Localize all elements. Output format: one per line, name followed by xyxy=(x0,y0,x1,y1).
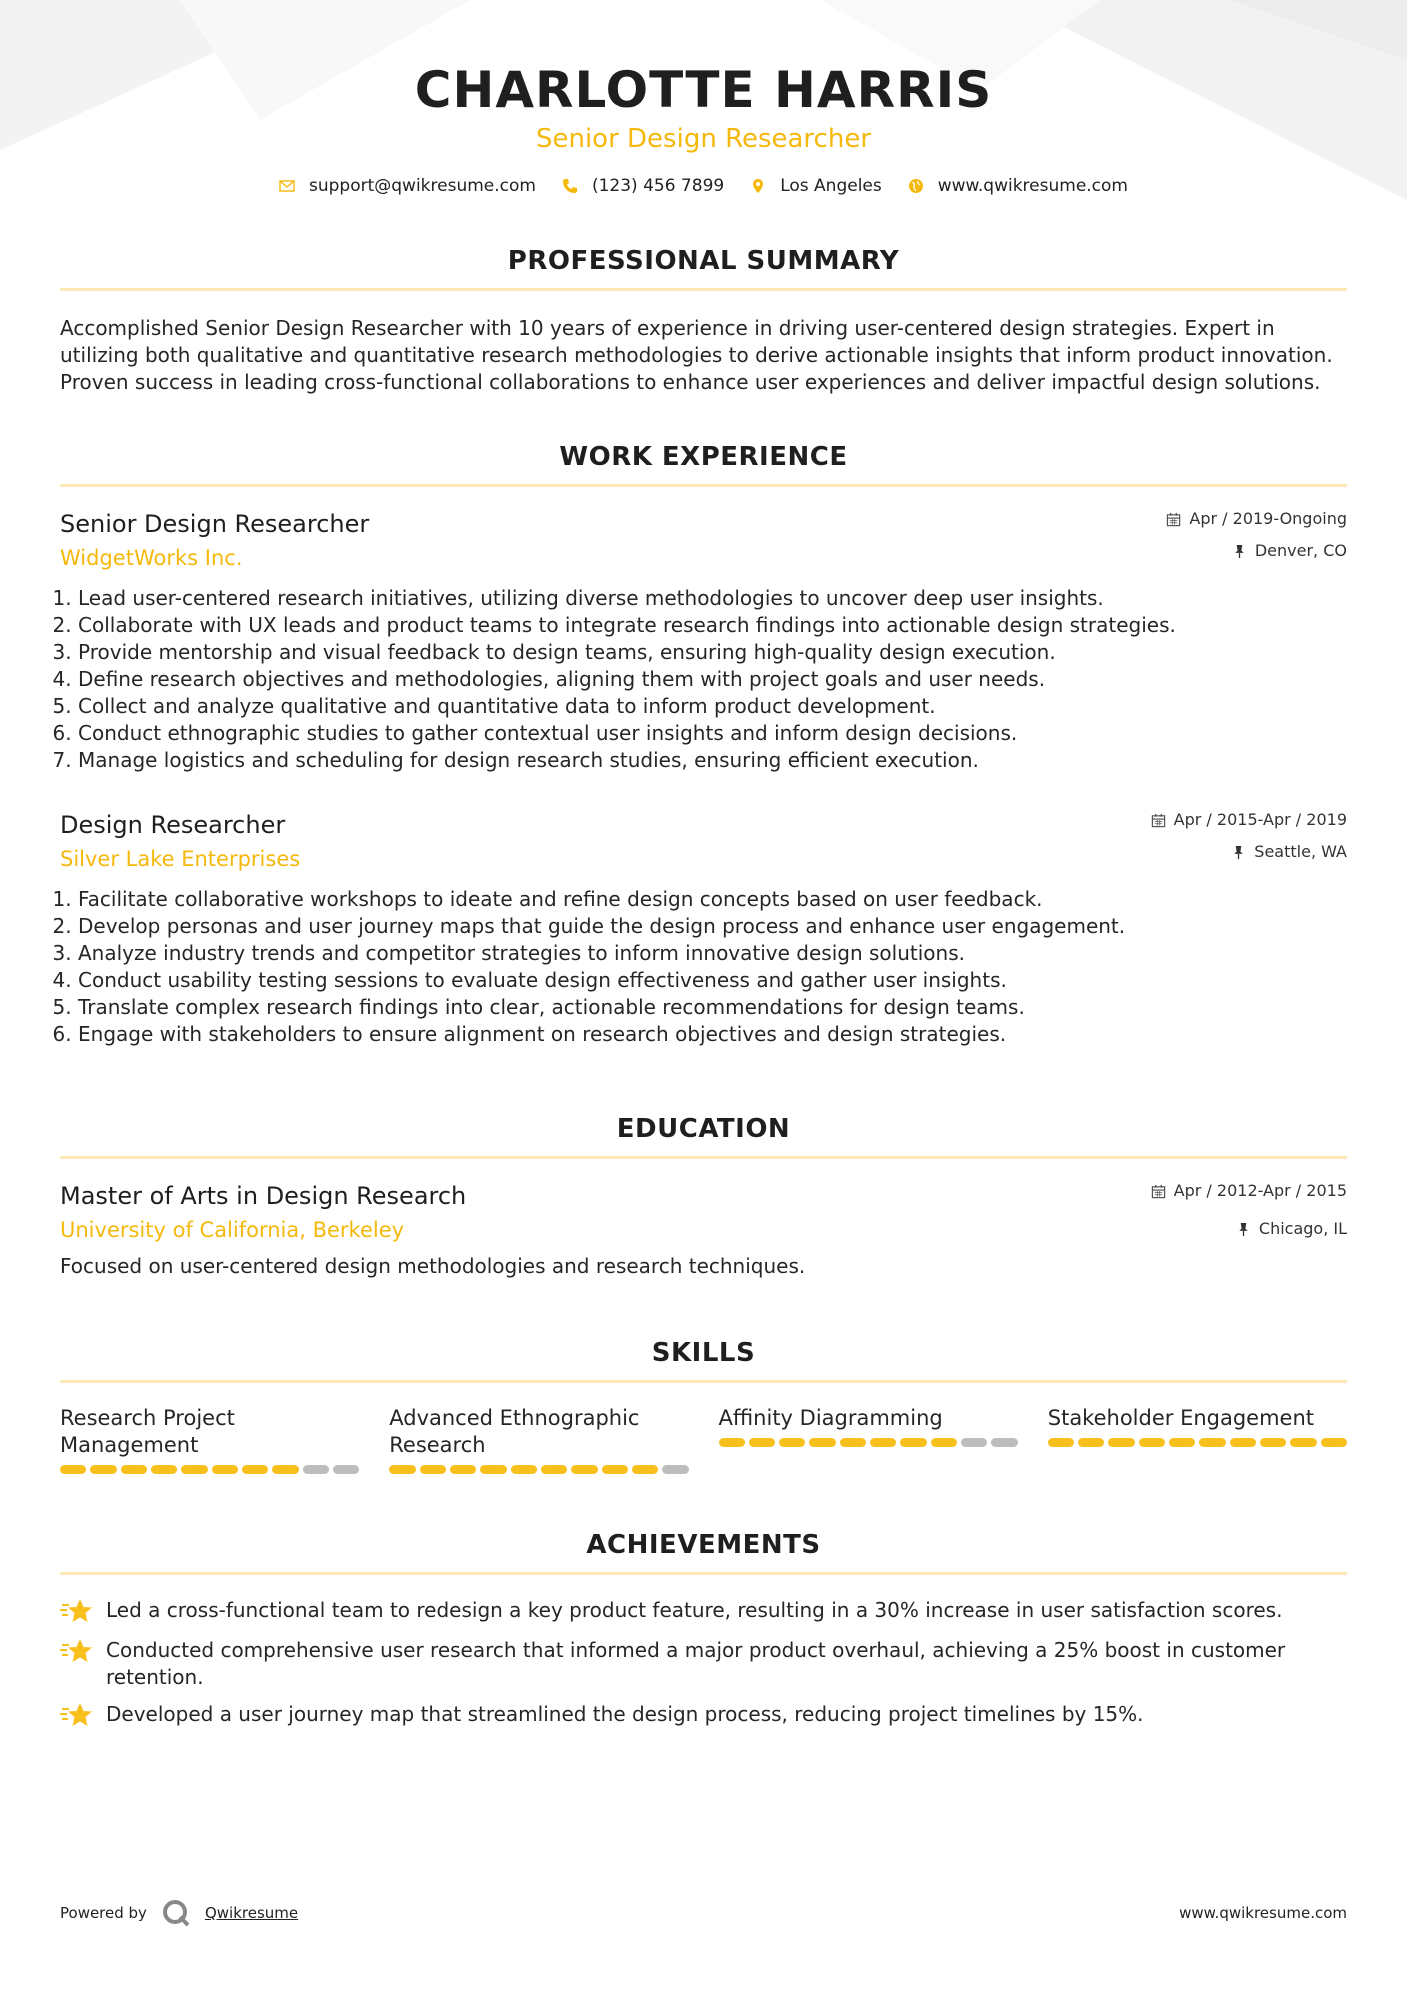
list-item xyxy=(60,1597,1347,1627)
phone-icon xyxy=(562,178,578,194)
contact-location-text: Los Angeles xyxy=(780,176,882,196)
star-icon xyxy=(60,1637,94,1667)
list-item xyxy=(60,1637,1347,1691)
skill-level-segment xyxy=(480,1465,506,1474)
job-date: Apr / 2015-Apr / 2019 xyxy=(1173,810,1347,829)
skill-level-segment xyxy=(1290,1438,1316,1447)
skill-level-segment xyxy=(1230,1438,1256,1447)
skill-name: Research Project Management xyxy=(60,1406,235,1457)
job-responsibilities xyxy=(60,585,1347,774)
contact-email-text: support@qwikresume.com xyxy=(309,176,536,196)
skill-name: Advanced Ethnographic Research xyxy=(389,1406,640,1457)
list-item: 6. Conduct ethnographic studies to gather contextual user insights and inform design decisions. xyxy=(78,720,1347,747)
experience-section xyxy=(60,442,1347,1048)
contact-website[interactable] xyxy=(908,176,1128,196)
list-item: 6. Engage with stakeholders to ensure alignment on research objectives and design strategies. xyxy=(78,1021,1347,1048)
education-date: Apr / 2012-Apr / 2015 xyxy=(1173,1181,1347,1200)
footer-website-link[interactable]: www.qwikresume.com xyxy=(1179,1904,1347,1922)
skill-level-segment xyxy=(242,1465,268,1474)
skill-level-segment xyxy=(1321,1438,1347,1447)
contact-phone-text: (123) 456 7899 xyxy=(591,176,725,196)
job-company: WidgetWorks Inc. xyxy=(60,546,243,570)
skill-level-segment xyxy=(450,1465,476,1474)
contact-location xyxy=(750,176,882,196)
job-company: Silver Lake Enterprises xyxy=(60,847,301,871)
powered-by-label: Powered by xyxy=(60,1904,147,1922)
skill-level-segment xyxy=(389,1465,415,1474)
skill-level-segment xyxy=(90,1465,116,1474)
skill-level-segment xyxy=(870,1438,896,1447)
pushpin-icon xyxy=(1236,1222,1251,1237)
education-school: University of California, Berkeley xyxy=(60,1218,405,1242)
resume-header xyxy=(60,0,1347,196)
skill-level-segment xyxy=(719,1438,745,1447)
candidate-title: Senior Design Researcher xyxy=(535,124,872,154)
job-role: Senior Design Researcher xyxy=(60,510,370,538)
list-item xyxy=(60,1701,1347,1731)
job-entry xyxy=(60,810,1347,1048)
list-item: 2. Develop personas and user journey maps that guide the design process and enhance user engagement. xyxy=(78,913,1347,940)
skill-level-segment xyxy=(602,1465,628,1474)
skill-level-segment xyxy=(181,1465,207,1474)
contact-website-text: www.qwikresume.com xyxy=(937,176,1128,196)
job-location: Denver, CO xyxy=(1254,541,1347,560)
achievement-text: Developed a user journey map that streamlined the design process, reducing project timelines by 15%. xyxy=(106,1702,1144,1726)
candidate-name: CHARLOTTE HARRIS xyxy=(414,61,993,119)
skill-level-segment xyxy=(1108,1438,1134,1447)
qwikresume-logo-icon xyxy=(161,1898,191,1928)
pushpin-icon xyxy=(1232,544,1247,559)
page-footer xyxy=(60,1898,1347,1928)
job-location: Seattle, WA xyxy=(1254,842,1347,861)
skill-level-segment xyxy=(212,1465,238,1474)
education-section xyxy=(60,1114,1347,1280)
skill-level-segment xyxy=(961,1438,987,1447)
achievement-text: Led a cross-functional team to redesign a key product feature, resulting in a 30% increase in user satisfaction scores. xyxy=(106,1598,1283,1622)
skill-level-segment xyxy=(991,1438,1017,1447)
contact-phone[interactable] xyxy=(562,176,724,196)
list-item: 3. Analyze industry trends and competitor strategies to inform innovative design solutions. xyxy=(78,940,1347,967)
star-icon xyxy=(60,1701,94,1731)
summary-heading: PROFESSIONAL SUMMARY xyxy=(60,246,1347,291)
skill-item xyxy=(60,1405,359,1474)
list-item: 5. Translate complex research findings into clear, actionable recommendations for design teams. xyxy=(78,994,1347,1021)
skill-level-segment xyxy=(1169,1438,1195,1447)
skill-level-segment xyxy=(662,1465,688,1474)
education-description: Focused on user-centered design methodologies and research techniques. xyxy=(60,1254,806,1278)
skill-level-bar xyxy=(719,1438,1018,1447)
skill-level-segment xyxy=(632,1465,658,1474)
skill-item xyxy=(719,1405,1018,1474)
skill-level-segment xyxy=(303,1465,329,1474)
skill-level-segment xyxy=(541,1465,567,1474)
skill-level-segment xyxy=(749,1438,775,1447)
qwikresume-link[interactable]: Qwikresume xyxy=(204,1904,299,1922)
skill-level-bar xyxy=(60,1465,359,1474)
contact-bar xyxy=(60,176,1347,196)
job-responsibilities xyxy=(60,886,1347,1048)
list-item: 4. Conduct usability testing sessions to evaluate design effectiveness and gather user insights. xyxy=(78,967,1347,994)
envelope-icon xyxy=(279,178,295,194)
job-date: Apr / 2019-Ongoing xyxy=(1189,509,1347,528)
star-icon xyxy=(60,1597,94,1627)
education-location: Chicago, IL xyxy=(1258,1219,1347,1238)
skill-item xyxy=(389,1405,688,1474)
list-item: 1. Facilitate collaborative workshops to ideate and refine design concepts based on user feedback. xyxy=(78,886,1347,913)
skill-level-segment xyxy=(272,1465,298,1474)
skills-section xyxy=(60,1338,1347,1474)
achievements-section xyxy=(60,1530,1347,1731)
skill-level-segment xyxy=(779,1438,805,1447)
list-item: 4. Define research objectives and methodologies, aligning them with project goals and user needs. xyxy=(78,666,1347,693)
job-entry xyxy=(60,509,1347,774)
skill-level-segment xyxy=(900,1438,926,1447)
calendar-icon xyxy=(1166,512,1181,527)
summary-section xyxy=(60,246,1347,396)
skill-level-segment xyxy=(333,1465,359,1474)
globe-icon xyxy=(908,178,924,194)
skill-item xyxy=(1048,1405,1347,1474)
education-entry xyxy=(60,1181,1347,1280)
map-pin-icon xyxy=(750,178,766,194)
skill-level-segment xyxy=(420,1465,446,1474)
list-item: 3. Provide mentorship and visual feedback to design teams, ensuring high-quality design execution. xyxy=(78,639,1347,666)
calendar-icon xyxy=(1151,813,1166,828)
skill-level-segment xyxy=(121,1465,147,1474)
skills-heading: SKILLS xyxy=(60,1338,1347,1383)
pushpin-icon xyxy=(1231,845,1246,860)
skill-level-segment xyxy=(840,1438,866,1447)
summary-text: Accomplished Senior Design Researcher with 10 years of experience in driving user-centered design strategies. Expert in utilizing both qualitative and quantitative research methodologies to derive actionable insights that inform product innovation. Proven success in leading cross-functional collaborations to enhance user experiences and deliver impactful design solutions. xyxy=(60,316,1333,394)
skill-level-segment xyxy=(809,1438,835,1447)
achievement-text: Conducted comprehensive user research that informed a major product overhaul, achieving a 25% boost in customer retention. xyxy=(106,1638,1286,1689)
skill-name: Stakeholder Engagement xyxy=(1047,1406,1315,1430)
achievements-list xyxy=(60,1597,1347,1731)
skill-level-segment xyxy=(1199,1438,1225,1447)
skill-level-bar xyxy=(1048,1438,1347,1447)
list-item: 1. Lead user-centered research initiatives, utilizing diverse methodologies to uncover deep user insights. xyxy=(78,585,1347,612)
achievements-heading: ACHIEVEMENTS xyxy=(60,1530,1347,1575)
education-heading: EDUCATION xyxy=(60,1114,1347,1159)
skill-level-segment xyxy=(1048,1438,1074,1447)
list-item: 5. Collect and analyze qualitative and quantitative data to inform product development. xyxy=(78,693,1347,720)
experience-heading: WORK EXPERIENCE xyxy=(60,442,1347,487)
job-role: Design Researcher xyxy=(60,811,286,839)
skills-grid xyxy=(60,1405,1347,1474)
skill-level-segment xyxy=(1139,1438,1165,1447)
skill-level-segment xyxy=(571,1465,597,1474)
skill-level-segment xyxy=(511,1465,537,1474)
calendar-icon xyxy=(1151,1184,1166,1199)
skill-level-segment xyxy=(60,1465,86,1474)
skill-level-segment xyxy=(151,1465,177,1474)
skill-level-bar xyxy=(389,1465,688,1474)
skill-name: Affinity Diagramming xyxy=(718,1406,943,1430)
skill-level-segment xyxy=(1260,1438,1286,1447)
skill-level-segment xyxy=(1078,1438,1104,1447)
skill-level-segment xyxy=(931,1438,957,1447)
list-item: 7. Manage logistics and scheduling for design research studies, ensuring efficient execution. xyxy=(78,747,1347,774)
education-degree: Master of Arts in Design Research xyxy=(60,1182,467,1210)
list-item: 2. Collaborate with UX leads and product teams to integrate research findings into actionable design strategies. xyxy=(78,612,1347,639)
contact-email[interactable] xyxy=(279,176,536,196)
